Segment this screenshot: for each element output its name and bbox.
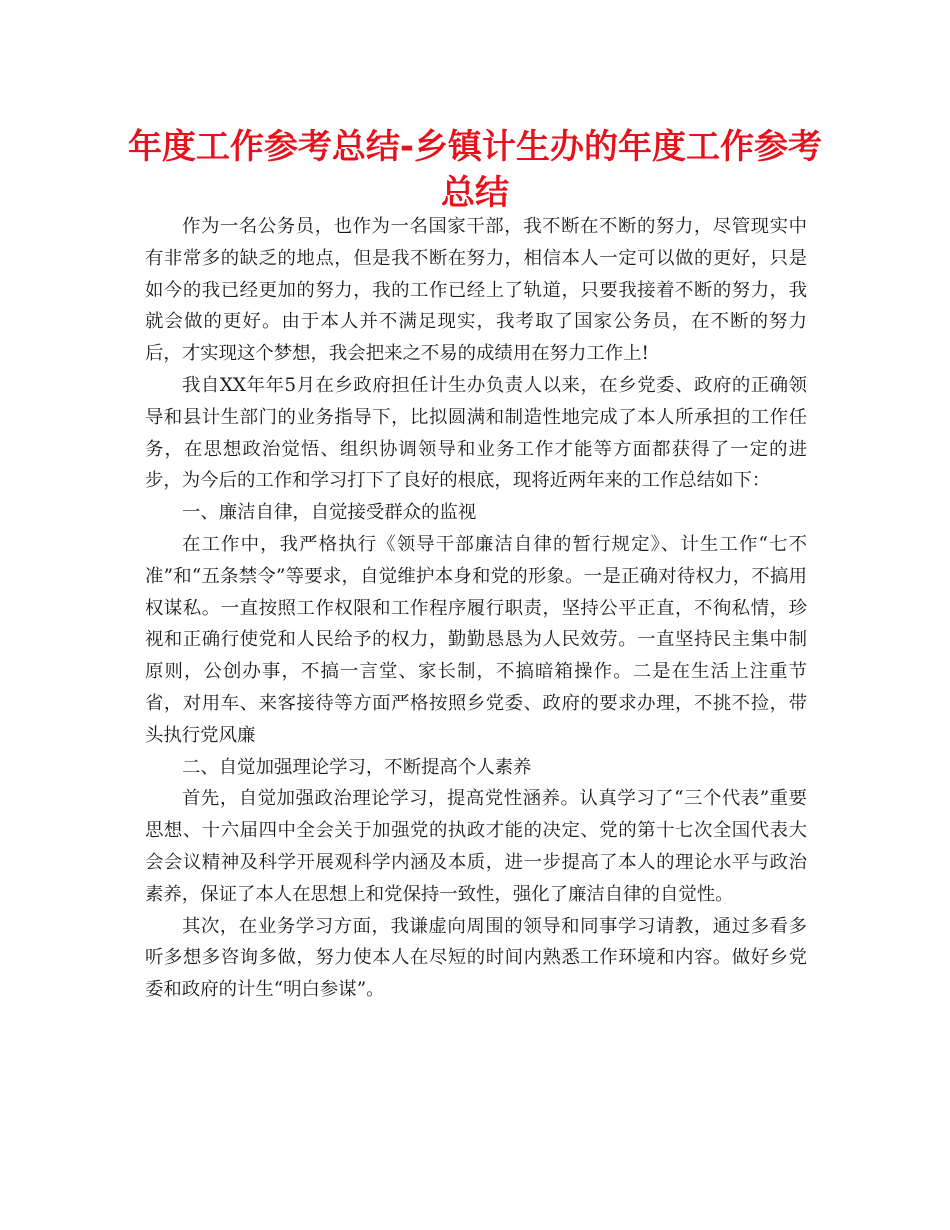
document-title-line1: 年度工作参考总结-乡镇计生办的年度工作参考 [127,127,823,167]
paragraph-intro: 作为一名公务员，也作为一名国家干部，我不断在不断的努力，尽管现实中有非常多的缺乏的地点，但是我不断在努力，相信本人一定可以做的更好，只是如今的我已经更加的努力，我的工作已经上了轨道，只要我接着不断的努力，我就会做的更好。由于本人并不满足现实，我考取了国家公务员，在不断的努力后，才实现这个梦想，我会把来之不易的成绩用在努力工作上! [145,216,807,365]
paragraph-section-2a: 首先，自觉加强政治理论学习，提高党性涵养。认真学习了“三个代表”重要思想、十六届四中全会关于加强党的执政才能的决定、党的第十七次全国代表大会会议精神及科学开展观科学内涵及本质，进一步提高了本人的理论水平与政治素养，保证了本人在思想上和党保持一致性，强化了廉洁自律的自觉性。 [145,788,807,905]
document-body [145,211,807,1006]
section-heading-1: 一、廉洁自律，自觉接受群众的监视 [182,502,477,524]
paragraph-section-2b: 其次，在业务学习方面，我谦虚向周围的领导和同事学习请教，通过多看多听多想多咨询多做，努力使本人在尽短的时间内熟悉工作环境和内容。做好乡党委和政府的计生“明白参谋”。 [145,915,807,1001]
section-heading-2: 二、自觉加强理论学习，不断提高个人素养 [182,756,532,778]
paragraph-section-1: 在工作中，我严格执行《领导干部廉洁自律的暂行规定》、计生工作“七不准”和“五条禁令”等要求，自觉维护本身和党的形象。一是正确对待权力，不搞用权谋私。一直按照工作权限和工作程序履行职责，坚持公平正直，不徇私情，珍视和正确行使党和人民给予的权力，勤勤恳恳为人民效劳。一直坚持民主集中制原则，公创办事，不搞一言堂、家长制，不搞暗箱操作。二是在生活上注重节省，对用车、来客接待等方面严格按照乡党委、政府的要求办理，不挑不捡，带头执行党风廉 [145,533,807,746]
document-title-line2: 总结 [441,173,509,213]
paragraph-overview: 我自XX年年5月在乡政府担任计生办负责人以来，在乡党委、政府的正确领导和县计生部门的业务指导下，比拟圆满和制造性地完成了本人所承担的工作任务，在思想政治觉悟、组织协调领导和业务工作才能等方面都获得了一定的进步，为今后的工作和学习打下了良好的根底，现将近两年来的工作总结如下： [145,374,807,492]
